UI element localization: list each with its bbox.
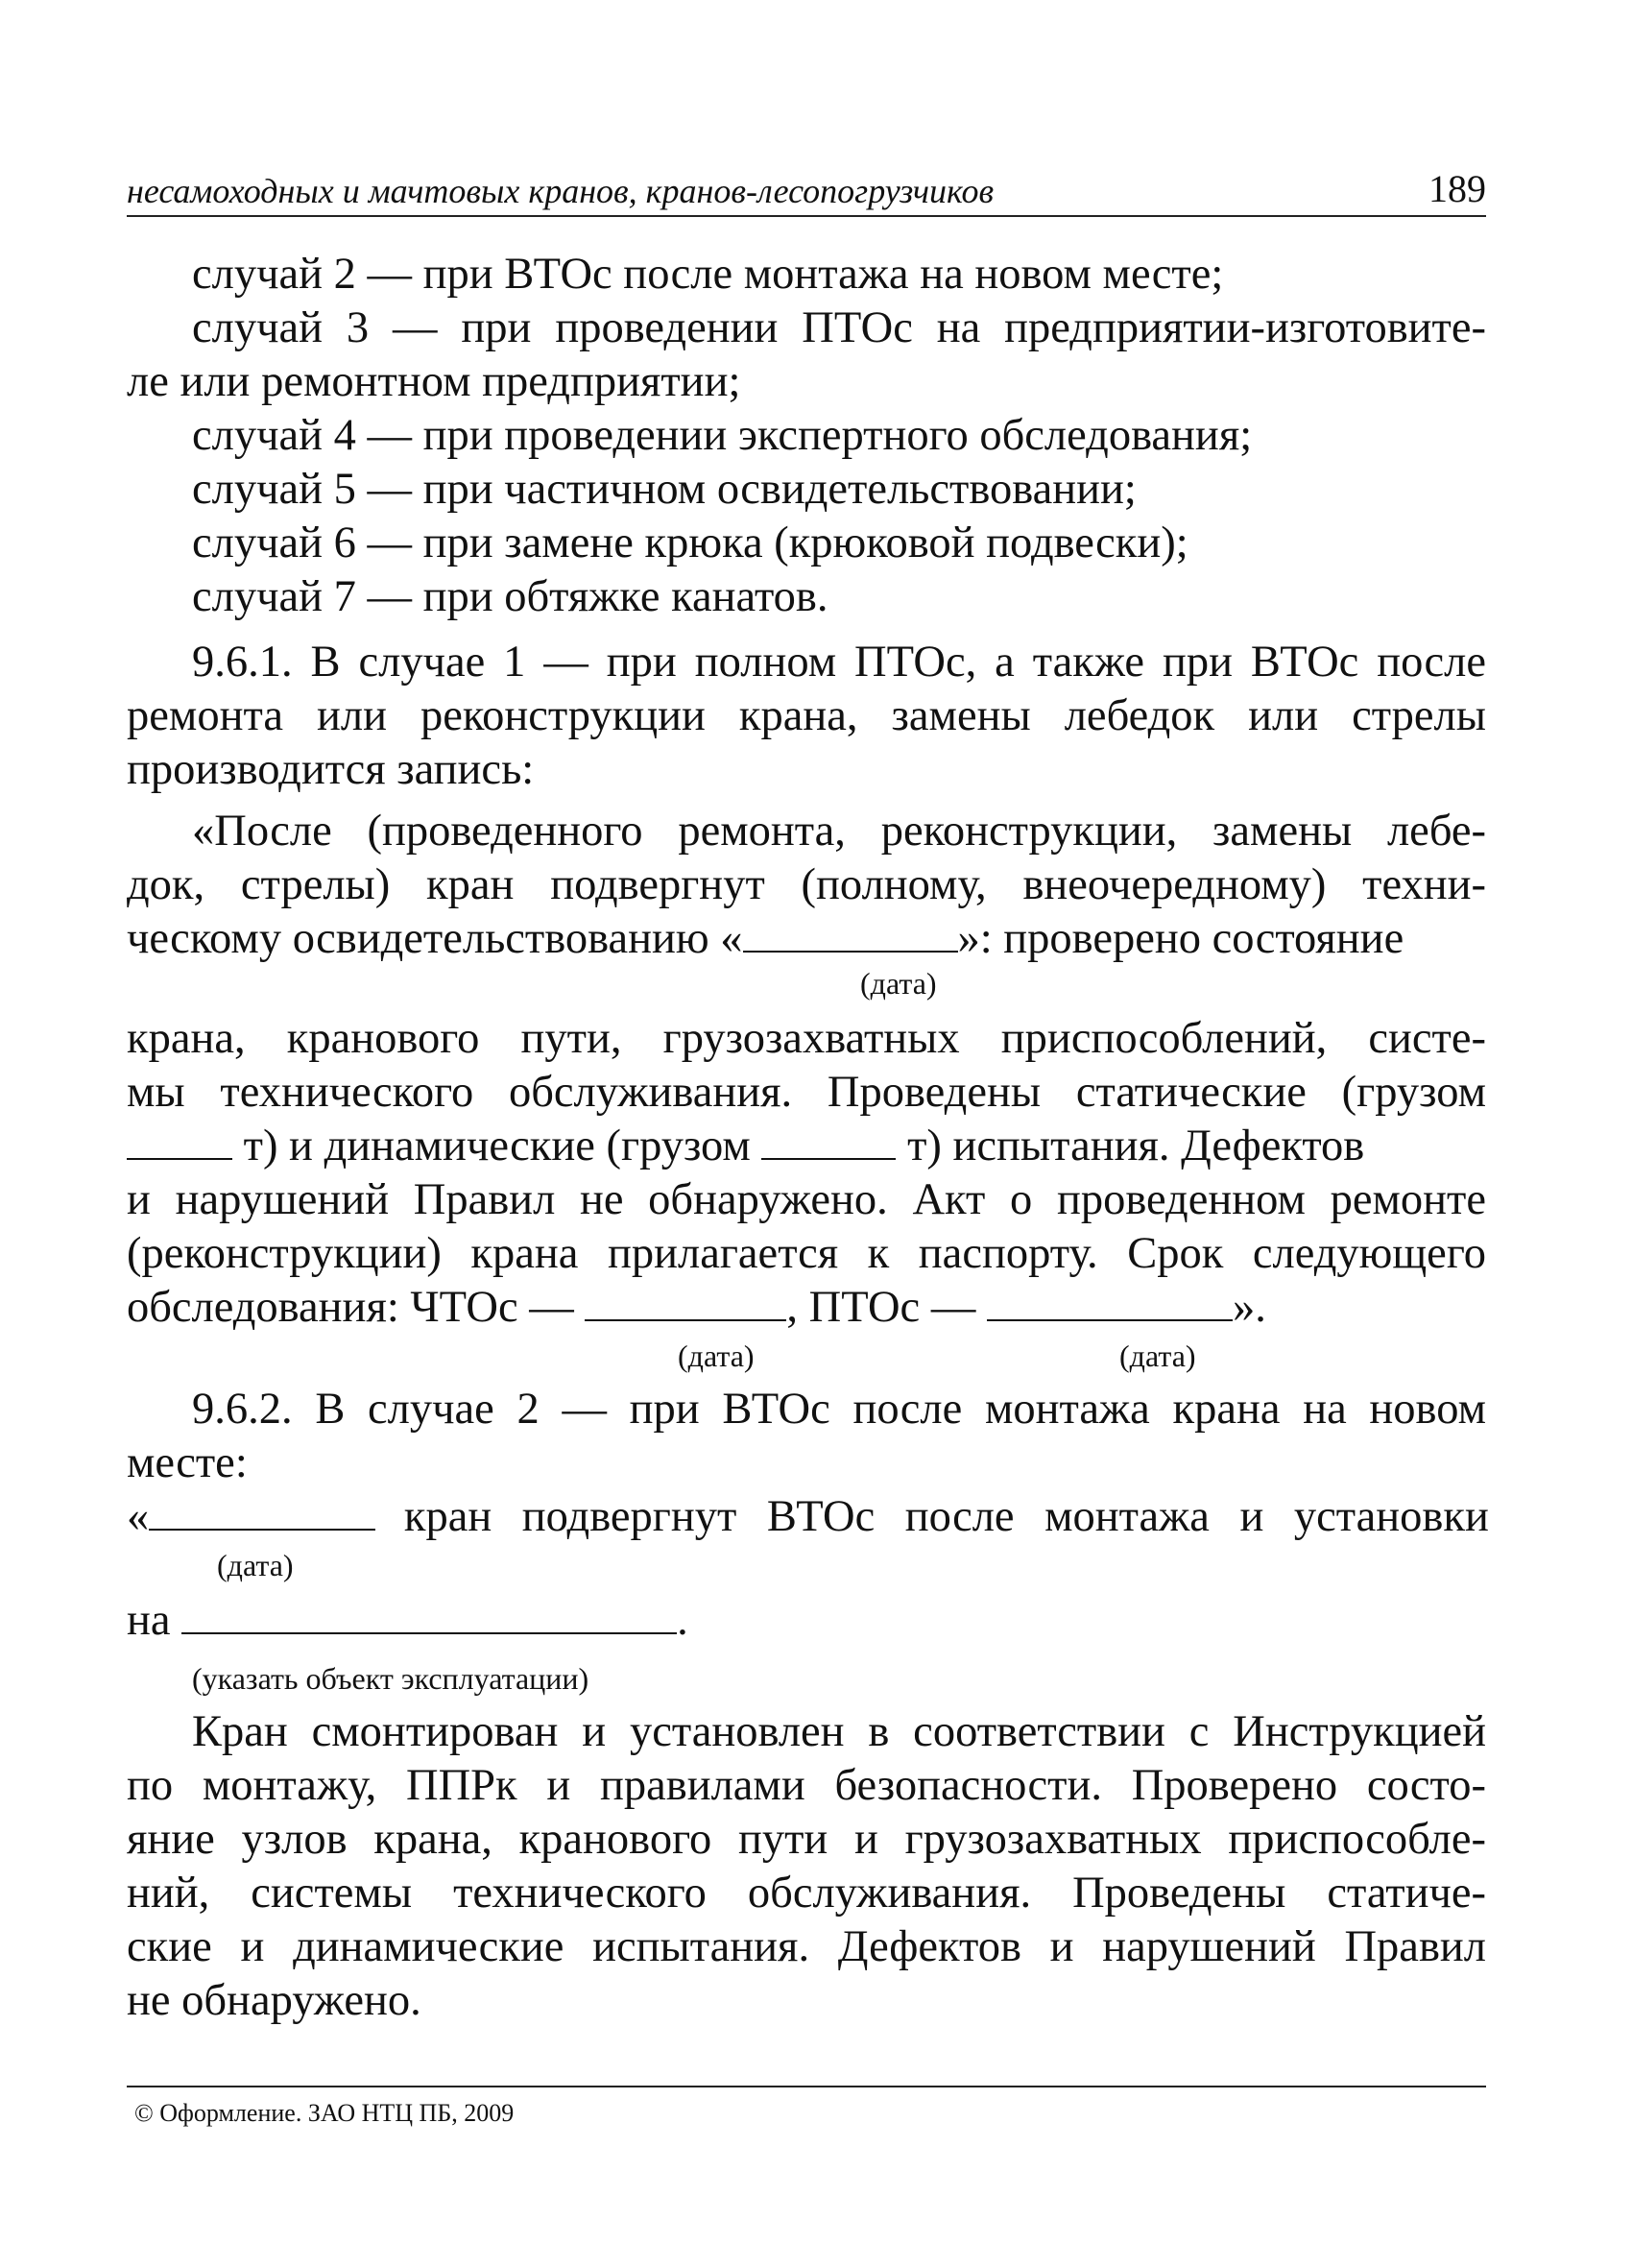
case-4-line: случай 4 — при проведении экспертного обследования; <box>192 411 1253 460</box>
date-blank-1 <box>743 912 958 953</box>
section-962-line-2: месте: <box>127 1438 248 1487</box>
paragraph-line-3: яние узлов крана, кранового пути и грузозахватных приспособле- <box>127 1815 1486 1864</box>
paragraph-line-1: Кран смонтирован и установлен в соответствии с Инструкцией <box>192 1707 1486 1756</box>
mount-date-blank <box>149 1490 375 1531</box>
line-4-start: на <box>127 1596 171 1645</box>
section-961-line-12 <box>127 1281 1486 1335</box>
line-4-end: . <box>677 1596 688 1645</box>
section-961-line-5: док, стрелы) кран подвергнут (полному, внеочередному) техни- <box>127 860 1486 909</box>
paragraph-line-5: ские и динамические испытания. Дефектов и нарушений Правил <box>127 1922 1486 1971</box>
date-caption-2: (дата) <box>678 1339 755 1373</box>
section-961-line-10: и нарушений Правил не обнаружено. Акт о проведенном ремонте <box>127 1175 1486 1224</box>
line-9-part-1: т) и динамические (грузом <box>243 1122 751 1170</box>
line-12-part-3: ». <box>1232 1283 1266 1332</box>
footer-rule <box>127 2086 1486 2087</box>
footer-copyright: © Оформление. ЗАО НТЦ ПБ, 2009 <box>134 2099 515 2127</box>
object-blank <box>181 1594 677 1634</box>
section-961-line-2: ремонта или реконструкции крана, замены лебедок или стрелы <box>127 691 1486 740</box>
case-3-continuation: ле или ремонтном предприятии; <box>127 357 741 406</box>
paragraph-line-6: не обнаружено. <box>127 1976 421 2025</box>
line-9-part-2: т) испытания. Дефектов <box>907 1122 1365 1170</box>
open-quote: « <box>127 1492 150 1541</box>
static-load-blank <box>127 1120 232 1160</box>
section-961-line-3: производится запись: <box>127 745 535 794</box>
section-961-line-1: 9.6.1. В случае 1 — при полном ПТОс, а также при ВТОс после <box>192 638 1486 687</box>
section-961-line-7: крана, кранового пути, грузозахватных приспособлений, систе- <box>127 1014 1486 1063</box>
line-12-part-1: обследования: ЧТОс — <box>127 1283 574 1332</box>
section-961-line-6 <box>127 912 1486 966</box>
date-caption-4: (дата) <box>217 1548 294 1582</box>
line-12-part-2: , ПТОс — <box>786 1283 976 1332</box>
date-caption-1: (дата) <box>860 966 937 1001</box>
section-962-line-4 <box>127 1594 1486 1648</box>
section-961-line-4: «После (проведенного ремонта, реконструкции, замены лебе- <box>192 807 1486 856</box>
case-2-line: случай 2 — при ВТОс после монтажа на новом месте; <box>192 250 1224 299</box>
running-title: несамоходных и мачтовых кранов, кранов-лесопогрузчиков <box>127 172 995 210</box>
case-6-line: случай 6 — при замене крюка (крюковой подвески); <box>192 519 1188 567</box>
case-5-line: случай 5 — при частичном освидетельствовании; <box>192 465 1137 514</box>
case-3-line: случай 3 — при проведении ПТОс на предприятии-изготовите- <box>192 303 1486 352</box>
section-962-line-1: 9.6.2. В случае 2 — при ВТОс после монтажа крана на новом <box>192 1385 1486 1434</box>
case-7-line: случай 7 — при обтяжке канатов. <box>192 572 828 621</box>
ptos-date-blank <box>987 1281 1233 1321</box>
object-caption: (указать объект эксплуатации) <box>192 1661 589 1696</box>
section-961-line-9 <box>127 1120 1486 1173</box>
line-6-text-before: ческому освидетельствованию « <box>127 914 743 963</box>
page-number: 189 <box>1428 167 1486 210</box>
date-caption-3: (дата) <box>1119 1339 1196 1373</box>
section-961-line-11: (реконструкции) крана прилагается к паспорту. Срок следующего <box>127 1229 1486 1278</box>
paragraph-line-4: ний, системы технического обслуживания. Проведены статиче- <box>127 1869 1486 1918</box>
dynamic-load-blank <box>761 1120 896 1160</box>
section-962-line-3 <box>127 1490 1489 1544</box>
chtos-date-blank <box>585 1281 786 1321</box>
line-3-text: кран подвергнут ВТОс после монтажа и установки <box>403 1492 1489 1541</box>
paragraph-line-2: по монтажу, ППРк и правилами безопасности. Проверено состо- <box>127 1761 1486 1810</box>
line-6-text-after: »: проверено состояние <box>957 914 1404 963</box>
running-header <box>127 165 1486 217</box>
section-961-line-8: мы технического обслуживания. Проведены статические (грузом <box>127 1068 1486 1117</box>
